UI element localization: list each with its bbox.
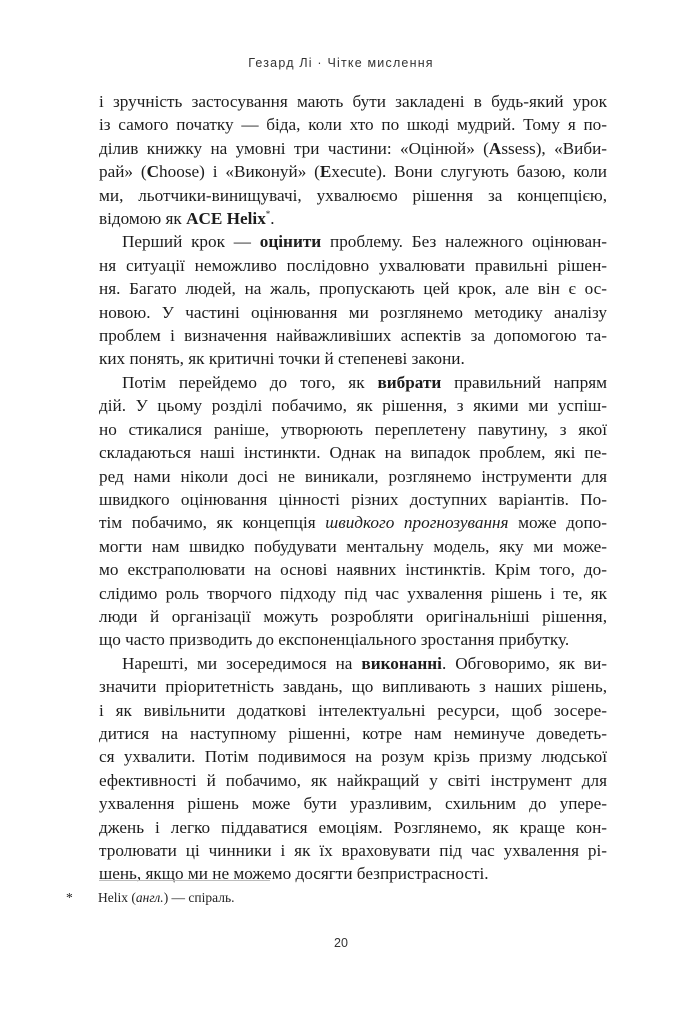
text-line: ня. Багато людей, на жаль, пропускають цей крок, але він є ос- xyxy=(99,279,607,299)
page-number: 20 xyxy=(334,936,348,950)
text-line: рай» (Choose) і «Виконуй» (Execute). Вони слугують базою, коли xyxy=(99,162,608,182)
bold-text: виконанні xyxy=(361,653,442,673)
text-line: новою. У частині оцінювання ми розглянемо методику аналізу xyxy=(99,302,607,322)
text-line: дитися на наступному рішенні, котре нам неминуче доведеть- xyxy=(99,723,607,743)
bold-text: A xyxy=(488,138,502,158)
bold-text: оцінити xyxy=(259,232,322,252)
text-line: ких понять, як критичні точки й степеневі закони. xyxy=(99,349,465,369)
text-line: но стикалися раніше, утворюють переплетену павутину, з якої xyxy=(99,419,607,439)
bold-text: E xyxy=(319,162,332,182)
body-text xyxy=(99,90,607,886)
text-line: мо екстраполювати на основі наявних інстинктів. Крім того, до- xyxy=(99,560,607,580)
text-line: ся ухвалити. Потім подивимося на розум крізь призму людської xyxy=(99,747,607,767)
italic-text: англ. xyxy=(135,890,164,905)
text-line: ділив книжку на умовні три частини: «Оцінюй» (Assess), «Виби- xyxy=(99,138,608,158)
paragraph xyxy=(99,652,607,886)
text-line: люди й організації можуть розробляти оригінальніші рішення, xyxy=(99,606,607,626)
text-line: ухвалення рішень може бути уразливим, схильним до упере- xyxy=(99,794,607,814)
bold-text: вибрати xyxy=(377,372,442,392)
text-line: тролювати ці чинники і як їх враховувати під час ухвалення рі- xyxy=(99,841,607,860)
text-line: Нарешті, ми зосередимося на виконанні. Обговоримо, як ви- xyxy=(122,653,607,673)
footnote-text: Helix (англ.) — спіраль. xyxy=(98,890,235,905)
text-line: ми, льотчики-винищувачі, ухвалюємо рішення за концепцією, xyxy=(99,185,607,205)
paragraph xyxy=(99,90,607,230)
text-line: швидкого оцінювання цінності різних доступних варіантів. По- xyxy=(99,489,607,509)
text-line: слідимо роль творчого підходу під час ухвалення рішень і те, як xyxy=(99,583,607,603)
text-line: дій. У цьому розділі побачимо, як рішення, з якими ми успіш- xyxy=(99,396,607,416)
paragraph xyxy=(99,371,607,652)
text-line: ня ситуації неможливо послідовно ухвалювати правильні рішен- xyxy=(99,255,607,275)
text-line: проблем і визначення найважливіших аспектів за допомогою та- xyxy=(99,326,607,346)
paragraph xyxy=(99,230,607,370)
text-line: ефективності й побачимо, як найкращий у світі інструмент для xyxy=(99,770,607,790)
text-line: тім побачимо, як концепція швидкого прогнозування може допо- xyxy=(99,513,607,533)
text-line: джень і легко піддаватися емоціям. Розглянемо, як краще кон- xyxy=(99,817,607,837)
bold-text: C xyxy=(146,162,160,182)
text-line: відомою як ACE Helix*. xyxy=(99,209,275,229)
text-line: і як вивільнити додаткові інтелектуальні ресурси, щоб зосере- xyxy=(99,700,607,720)
running-head: Гезард Лі · Чітке мислення xyxy=(248,56,434,70)
text-line: значити пріоритетність завдань, що випливають з наших рішень, xyxy=(99,677,607,697)
text-line: шень, якщо ми не можемо досягти безпристрасності. xyxy=(99,864,489,884)
italic-text: швидкого прогнозування xyxy=(325,513,509,533)
text-line: із самого початку — біда, коли хто по шкоді мудрий. Тому я по- xyxy=(99,115,607,135)
text-line: Потім перейдемо до того, як вибрати правильний напрям xyxy=(122,372,607,392)
bold-text: ACE Helix xyxy=(186,209,266,229)
footnote-ref: * xyxy=(265,209,271,220)
text-line: і зручність застосування мають бути закладені в будь-який урок xyxy=(99,92,607,111)
text-line: складаються наші інстинкти. Однак на випадок проблем, які пе- xyxy=(99,443,607,463)
text-line: могти нам швидко побудувати ментальну модель, яку ми може- xyxy=(99,536,607,556)
text-line: Перший крок — оцінити проблему. Без належного оцінюван- xyxy=(122,232,607,252)
footnote-mark: * xyxy=(66,890,73,905)
text-line: ред нами ніколи досі не виникали, розглянемо інструменти для xyxy=(99,466,607,486)
text-line: що часто призводить до експоненціального зростання прибутку. xyxy=(99,630,570,650)
footnote-rule xyxy=(99,880,270,881)
